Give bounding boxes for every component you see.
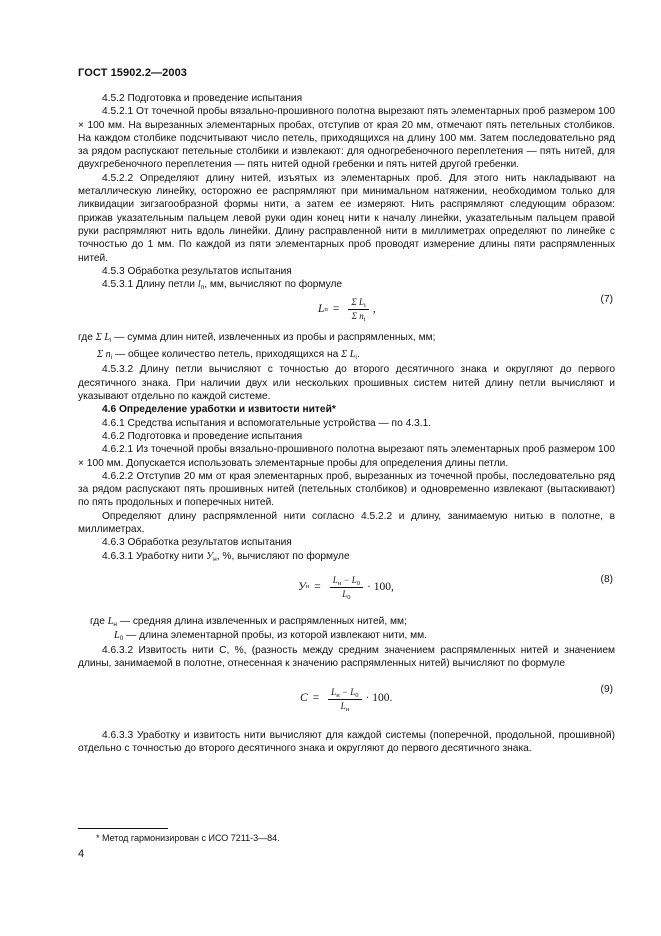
formula-denominator	[352, 310, 366, 322]
definition-text: — средняя длина извлеченных и распрямленных нитей, мм;	[116, 615, 407, 627]
definition-sum-n	[78, 346, 615, 363]
formula-tail: · 100,	[367, 580, 394, 593]
symbol-sub: i	[110, 337, 112, 345]
num-sub2: 0	[355, 691, 359, 699]
paragraph-4-6-3-3: 4.6.3.3 Уработку и извитость нити вычисляют для каждой системы (поперечной, продольной, прошивной) отдельно с точностью до второго десятичного знака и округляют до первого десятичного знака.	[78, 729, 615, 754]
paragraph-4-6-2-1: 4.6.2.1 Из точечной пробы вязально-прошивного полотна вырезают пять элементарных проб размером 100 × 100 мм. Допускается использовать элементарные пробы для определения длины петли.	[78, 444, 615, 469]
num-sub2: 0	[356, 579, 361, 587]
definition-text: — длина элементарной пробы, из которой извлекают нити, мм.	[123, 629, 427, 641]
heading-4-5-3: 4.5.3 Обработка результатов испытания	[102, 265, 292, 277]
page-number: 4	[78, 848, 85, 860]
num-mid: − L	[339, 686, 356, 697]
definition-end: .	[356, 349, 360, 361]
formula-lhs: У	[298, 580, 306, 593]
symbol: L	[107, 615, 114, 627]
paragraph-4-5-2-2: 4.5.2.2 Определяют длину нитей, изъятых из элементарных проб. Для этого нить накладывают на металлическую линейку, осторожно ее распрямляют при минимальном натяжении, необходимом только для ликвидации зигзагообразной формы нити, а затем ее измеряют. Нить распрямляют следующим образом: прижав указательным пальцем левой руки один конец нити к началу линейки, указательным пальцем правой руки распрямляют нить вдоль линейки. Длину расправленной нити в миллиметрах определяют по линейке с точностью до 1 мм. По каждой из пяти элементарных проб проводят измерение длины пяти распрямленных нитей.	[78, 172, 615, 264]
text-segment: , мм, вычисляют по формуле	[204, 279, 343, 291]
paragraph-4-6-3: 4.6.3 Обработка результатов испытания	[102, 537, 292, 549]
definition-l-0	[90, 627, 615, 644]
paragraph-4-6-2: 4.6.2 Подготовка и проведение испытания	[102, 430, 303, 442]
definition-text: — общее количество петель, приходящихся на	[112, 349, 342, 361]
formula-9	[78, 671, 615, 729]
paragraph-4-5-2-1: 4.5.2.1 От точечной пробы вязально-прошивного полотна вырезают пять элементарных проб размером 100 × 100 мм. На вырезанных элементарных пробах, отступив от края 20 мм, отмечают пять петельных столбиков. На каждом столбике подсчитывают число петель, приходящихся на длину 100 мм. Затем последовательно ряд за рядом распускают петельные столбики и извлекают: для одногребеночного переплетения — пять нитей, для двухгребеночного переплетения — пять нитей одной гребенки и пять нитей другой гребенки.	[78, 106, 615, 171]
text-segment: , %, вычисляют по формуле	[216, 550, 350, 562]
symbol: L	[114, 629, 120, 641]
den-sub: 0	[347, 593, 351, 601]
den-sub: i	[363, 316, 366, 324]
den-text: Σ n	[351, 311, 364, 322]
formula-fraction	[348, 297, 368, 322]
definition-sum-l	[78, 329, 615, 346]
heading-4-6: 4.6 Определение уработки и извитости нитей*	[102, 404, 336, 416]
formula-equals: =	[312, 692, 320, 705]
formula-7: L п = $\frac{\Sigma L_i}{\Sigma n_i}$ , (7)	[318, 294, 613, 324]
paragraph-4-6-1: 4.6.1 Средства испытания и вспомогательные устройства — по 4.3.1.	[102, 417, 432, 429]
equation-number: (9)	[600, 683, 613, 695]
formula-tail: · 100.	[365, 692, 393, 705]
symbol: Σ L	[341, 349, 356, 361]
var-u: У	[206, 550, 214, 562]
formula-8: У н = $\frac{L_н - L_0}{L_0}$ · 100, (8)	[298, 573, 613, 601]
footnote: * Метод гармонизирован с ИСО 7211-3—84.	[96, 833, 280, 843]
symbol-sub: 0	[119, 634, 124, 642]
formula-lhs: L	[318, 303, 325, 316]
definitions-8	[78, 613, 615, 644]
symbol-sub: i	[355, 354, 357, 362]
symbol-sub: н	[113, 620, 117, 628]
formula-numerator	[348, 297, 368, 310]
where-label: где	[78, 332, 93, 344]
num-text: L	[332, 574, 338, 585]
den-text: L	[342, 588, 348, 599]
formula-denominator	[341, 700, 350, 712]
paragraph-4-6-3-2: 4.6.3.2 Извитость нити С, %, (разность между средним значением распрямленных нитей и значением длины, занимаемой в полотне, отнесенная к значению распрямленных нитей) вычисляют по формуле	[78, 644, 615, 670]
formula-tail: ,	[372, 303, 376, 316]
var-sub: н	[213, 555, 217, 563]
paragraph-4-6-2-2-b: Определяют длину распрямленной нити согласно 4.5.2.2 и длину, занимаемую нитью в полотне, в миллиметрах.	[78, 510, 615, 536]
num-sub: н	[337, 579, 342, 587]
num-mid: − L	[341, 574, 357, 585]
symbol: Σ L	[95, 332, 110, 344]
var-l: l	[197, 279, 201, 291]
num-sub: н	[336, 691, 340, 699]
formula-lhs: C	[300, 692, 308, 705]
formula-fraction	[328, 687, 361, 712]
num-sub: i	[364, 302, 366, 310]
num-text: Σ L	[351, 297, 364, 308]
paragraph-4-6-2-2: 4.6.2.2 Отступив 20 мм от края элементарных проб, вырезанных из точечной пробы, последовательно ряд за рядом распускают пять прошивных нитей (петельных столбиков) и одновременно извлекают (вытаскивают) по пять продольных и поперечных нитей.	[78, 470, 615, 509]
heading-4-5-2: 4.5.2 Подготовка и проведение испытания	[102, 93, 303, 104]
formula-numerator	[328, 687, 361, 700]
symbol-sub: i	[110, 354, 113, 362]
formula-numerator	[330, 575, 363, 588]
formula-fraction	[330, 575, 363, 600]
where-label: где	[90, 615, 105, 627]
definition-text: — сумма длин нитей, извлеченных из пробы и распрямленных, мм;	[111, 332, 436, 344]
paragraph-4-5-3-2: 4.5.3.2 Длину петли вычисляют с точностью до второго десятичного знака и округляют до первого десятичного знака. При наличии двух или нескольких прошивных систем нитей длину петли вычисляют и указывают отдельно по каждой системе.	[78, 364, 615, 403]
text-segment: 4.5.3.1 Длину петли	[102, 279, 198, 291]
document-header: ГОСТ 15902.2—2003	[78, 67, 188, 79]
num-text: L	[331, 686, 337, 697]
definitions-7	[78, 329, 615, 363]
formula-equals: =	[314, 580, 321, 593]
formula-equals: =	[332, 303, 340, 316]
formula-denominator	[342, 588, 350, 600]
footnote-divider	[78, 828, 168, 829]
paragraph-4-5-3-1	[78, 278, 615, 291]
equation-number: (7)	[600, 294, 613, 306]
symbol: Σ n	[97, 349, 111, 361]
text-segment: 4.6.3.1 Уработку нити	[102, 550, 207, 562]
var-sub: п	[200, 284, 205, 292]
equation-number: (8)	[600, 573, 613, 585]
main-content	[78, 92, 615, 755]
den-sub: н	[345, 705, 350, 713]
paragraph-4-6-3-1	[78, 550, 615, 563]
den-text: L	[340, 700, 346, 711]
